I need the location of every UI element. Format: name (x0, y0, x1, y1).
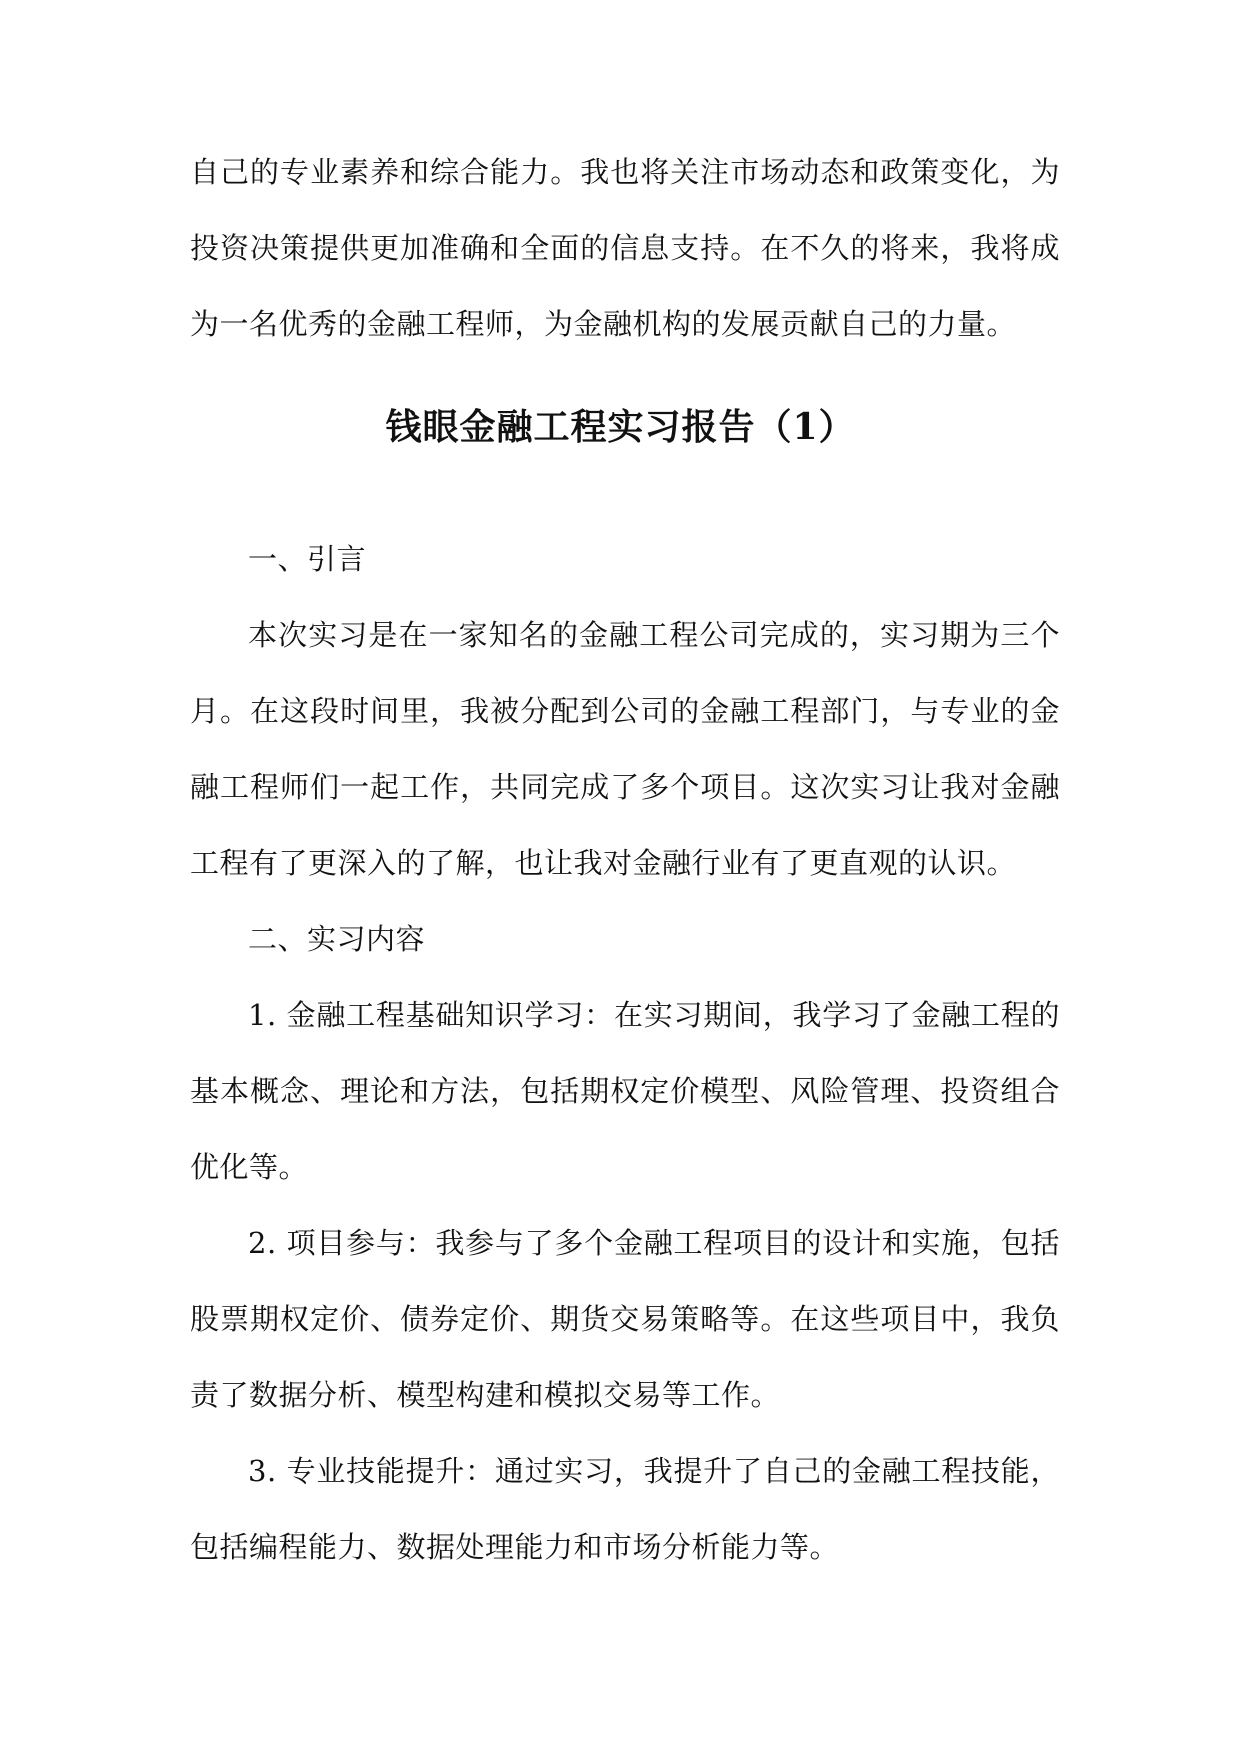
section-heading-introduction: 一、引言 (248, 542, 367, 576)
section-heading-internship-content: 二、实习内容 (248, 922, 426, 956)
introduction-paragraph: 本次实习是在一家知名的金融工程公司完成的，实习期为三个月。在这段时间里，我被分配到公司的金融工程部门，与专业的金融工程师们一起工作，共同完成了多个项目。这次实习让我对金融工程有了更深入的了解，也让我对金融行业有了更直观的认识。 (190, 618, 1060, 880)
continued-paragraph: 自己的专业素养和综合能力。我也将关注市场动态和政策变化，为投资决策提供更加准确和全面的信息支持。在不久的将来，我将成为一名优秀的金融工程师，为金融机构的发展贡献自己的力量。 (190, 155, 1060, 341)
content-item-1: 1. 金融工程基础知识学习：在实习期间，我学习了金融工程的基本概念、理论和方法，包括期权定价模型、风险管理、投资组合优化等。 (190, 998, 1060, 1184)
content-item-2: 2. 项目参与：我参与了多个金融工程项目的设计和实施，包括股票期权定价、债券定价、期货交易策略等。在这些项目中，我负责了数据分析、模型构建和模拟交易等工作。 (190, 1226, 1060, 1412)
report-title: 钱眼金融工程实习报告（1） (385, 406, 856, 448)
content-item-3: 3. 专业技能提升：通过实习，我提升了自己的金融工程技能，包括编程能力、数据处理能力和市场分析能力等。 (190, 1454, 1060, 1564)
